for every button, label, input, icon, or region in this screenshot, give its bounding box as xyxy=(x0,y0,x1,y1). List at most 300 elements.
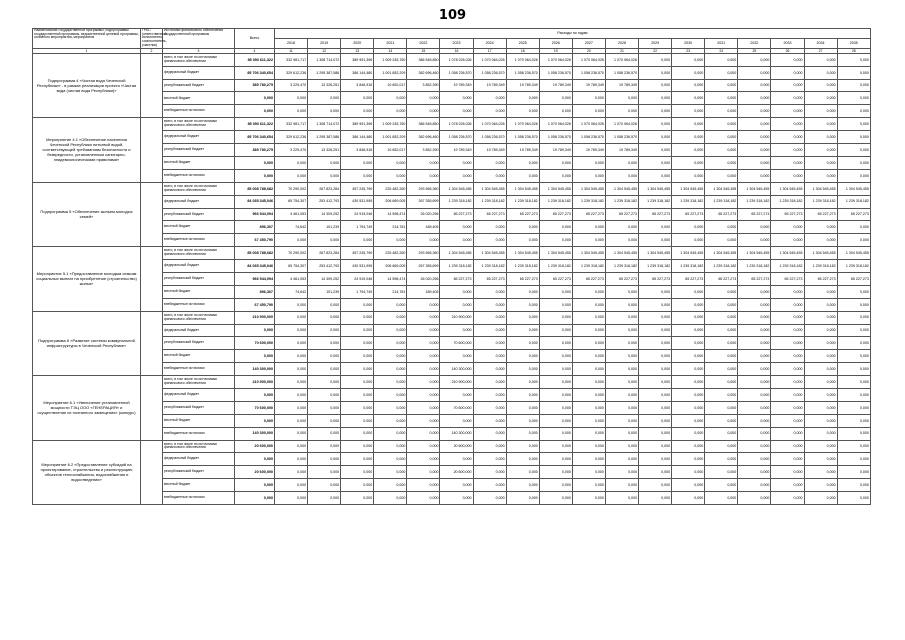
year-value-cell: 0,000 xyxy=(407,105,440,118)
total-cell: 0,000 xyxy=(235,324,275,337)
year-value-cell: 0,000 xyxy=(738,156,771,169)
year-value-cell: 0,000 xyxy=(440,169,473,182)
year-value-cell: 0,000 xyxy=(738,479,771,492)
year-value-cell: 0,000 xyxy=(738,324,771,337)
year-value-cell: 0,000 xyxy=(738,388,771,401)
year-value-cell: 1 304 545,455 xyxy=(473,247,506,260)
year-value-cell: 0,000 xyxy=(539,298,572,311)
year-value-cell: 0,000 xyxy=(605,363,638,376)
year-value-cell: 0,000 xyxy=(440,221,473,234)
year-value-cell: 0,000 xyxy=(473,324,506,337)
year-value-cell: 65 227,273 xyxy=(804,272,837,285)
year-value-cell: 0,000 xyxy=(539,350,572,363)
year-value-cell: 0,000 xyxy=(771,221,804,234)
year-value-cell: 0,000 xyxy=(738,92,771,105)
year-value-cell: 65 227,273 xyxy=(473,208,506,221)
year-value-cell: 0,000 xyxy=(738,66,771,79)
year-value-cell: 0,000 xyxy=(771,285,804,298)
year-value-cell: 0,000 xyxy=(341,92,374,105)
year-value-cell: 0,000 xyxy=(308,401,341,414)
total-cell: 85 706 340,654 xyxy=(235,66,275,79)
year-value-cell: 0,000 xyxy=(407,92,440,105)
column-number: 23 xyxy=(672,48,705,53)
year-value-cell: 0,000 xyxy=(506,324,539,337)
year-value-cell: 0,000 xyxy=(605,285,638,298)
year-value-cell: 0,000 xyxy=(837,234,870,247)
year-value-cell: 267 355,699 xyxy=(407,195,440,208)
year-value-cell: 0,000 xyxy=(804,118,837,131)
year-value-cell: 0,000 xyxy=(440,492,473,505)
year-value-cell: 0,000 xyxy=(407,169,440,182)
year-value-cell: 10 652,017 xyxy=(374,144,407,157)
year-value-cell: 19 789,349 xyxy=(605,79,638,92)
year-value-cell: 0,000 xyxy=(440,105,473,118)
year-value-cell: 0,000 xyxy=(341,376,374,389)
total-cell: 140 300,000 xyxy=(235,363,275,376)
year-value-cell: 0,000 xyxy=(308,156,341,169)
year-value-cell: 0,000 xyxy=(705,466,738,479)
year-value-cell: 0,000 xyxy=(506,453,539,466)
year-value-cell: 0,000 xyxy=(605,234,638,247)
year-value-cell: 0,000 xyxy=(539,285,572,298)
budget-table xyxy=(32,28,871,505)
year-value-cell: 1 070 064,026 xyxy=(605,118,638,131)
year-value-cell: 0,000 xyxy=(672,466,705,479)
year-value-cell: 0,000 xyxy=(605,311,638,324)
year-value-cell: 0,000 xyxy=(308,376,341,389)
year-value-cell: 3 229,470 xyxy=(275,144,308,157)
year-value-cell: 1 239 318,182 xyxy=(837,195,870,208)
source-cell: всего, в том числе по источникам финансового обеспечения xyxy=(163,118,235,131)
year-value-cell: 1 001 852,209 xyxy=(374,66,407,79)
year-value-cell: 65 227,273 xyxy=(738,208,771,221)
total-cell: 70 600,000 xyxy=(235,337,275,350)
year-value-cell: 0,000 xyxy=(275,427,308,440)
year-value-cell: 0,000 xyxy=(804,92,837,105)
source-cell: федеральный бюджет xyxy=(163,131,235,144)
year-value-cell: 0,000 xyxy=(771,324,804,337)
year-value-cell: 0,000 xyxy=(705,453,738,466)
year-value-cell: 0,000 xyxy=(341,466,374,479)
total-cell: 70 600,000 xyxy=(235,401,275,414)
year-value-cell: 0,000 xyxy=(639,363,672,376)
year-value-cell: 0,000 xyxy=(506,285,539,298)
year-value-cell: 0,000 xyxy=(473,156,506,169)
year-value-cell: 0,000 xyxy=(605,453,638,466)
year-value-cell: 0,000 xyxy=(771,234,804,247)
year-value-cell: 0,000 xyxy=(605,156,638,169)
year-value-cell: 0,000 xyxy=(275,311,308,324)
year-value-cell: 0,000 xyxy=(639,66,672,79)
total-cell: 140 300,000 xyxy=(235,427,275,440)
year-value-cell: 65 227,273 xyxy=(771,208,804,221)
year-value-cell: 0,000 xyxy=(572,376,605,389)
year-value-cell: 0,000 xyxy=(837,105,870,118)
total-cell: 0,000 xyxy=(235,414,275,427)
year-value-cell: 0,000 xyxy=(771,156,804,169)
year-value-cell: 0,000 xyxy=(341,105,374,118)
year-value-cell: 0,000 xyxy=(837,285,870,298)
year-value-cell: 0,000 xyxy=(572,492,605,505)
year-value-cell: 10 652,017 xyxy=(374,79,407,92)
year-value-cell: 0,000 xyxy=(275,298,308,311)
year-value-cell: 101,239 xyxy=(308,221,341,234)
year-value-cell: 0,000 xyxy=(705,169,738,182)
year-value-cell: 0,000 xyxy=(639,169,672,182)
year-value-cell: 0,000 xyxy=(341,479,374,492)
year-value-cell: 389 991,396 xyxy=(341,118,374,131)
year-value-cell: 3 846,916 xyxy=(341,79,374,92)
year-value-cell: 1 058 236,570 xyxy=(572,66,605,79)
year-value-cell: 4 461,053 xyxy=(275,208,308,221)
year-value-cell: 0,000 xyxy=(572,221,605,234)
year-value-cell: 140 300,000 xyxy=(440,363,473,376)
year-value-cell: 1 304 545,455 xyxy=(771,247,804,260)
year-value-cell: 0,000 xyxy=(506,337,539,350)
year-value-cell: 0,000 xyxy=(539,156,572,169)
year-value-cell: 0,000 xyxy=(407,363,440,376)
year-value-cell: 1 239 318,182 xyxy=(837,260,870,273)
year-value-cell: 0,000 xyxy=(771,105,804,118)
year-value-cell: 0,000 xyxy=(341,492,374,505)
year-value-cell: 0,000 xyxy=(374,479,407,492)
year-value-cell: 0,000 xyxy=(308,427,341,440)
header-sources: Источники финансового обеспечения государственной программы xyxy=(163,29,235,49)
year-value-cell: 1 239 318,182 xyxy=(771,260,804,273)
year-value-cell: 0,000 xyxy=(804,414,837,427)
column-number: 26 xyxy=(771,48,804,53)
year-value-cell: 293 565,360 xyxy=(407,182,440,195)
year-value-cell: 65 227,273 xyxy=(440,208,473,221)
year-value-cell: 0,000 xyxy=(804,298,837,311)
total-cell: 0,000 xyxy=(235,388,275,401)
year-value-cell: 1 304 545,455 xyxy=(639,247,672,260)
source-cell: федеральный бюджет xyxy=(163,453,235,466)
source-cell: местный бюджет xyxy=(163,414,235,427)
source-cell: всего, в том числе по источникам финансового обеспечения xyxy=(163,311,235,324)
program-name-cell: Мероприятие 5.1 «Предоставление молодым семьям социальных выплат на приобретение (строительство) жилья» xyxy=(33,247,141,311)
year-value-cell: 0,000 xyxy=(705,440,738,453)
year-value-cell: 0,000 xyxy=(506,221,539,234)
year-value-cell: 0,000 xyxy=(771,376,804,389)
year-value-cell: 0,000 xyxy=(738,79,771,92)
year-value-cell: 0,000 xyxy=(738,53,771,66)
source-cell: всего, в том числе по источникам финансового обеспечения xyxy=(163,376,235,389)
year-value-cell: 0,000 xyxy=(804,285,837,298)
year-value-cell: 0,000 xyxy=(639,337,672,350)
year-value-cell: 0,000 xyxy=(275,234,308,247)
year-value-cell: 0,000 xyxy=(572,479,605,492)
year-value-cell: 1 304 545,455 xyxy=(804,247,837,260)
year-value-cell: 1 304 545,455 xyxy=(440,182,473,195)
header-year: 2033 xyxy=(771,38,804,48)
total-cell: 85 008 788,682 xyxy=(235,247,275,260)
year-value-cell: 430 531,995 xyxy=(341,260,374,273)
total-cell: 0,000 xyxy=(235,105,275,118)
year-value-cell: 0,000 xyxy=(605,169,638,182)
year-value-cell: 0,000 xyxy=(804,66,837,79)
program-name-cell: Мероприятие 6.2 «Предоставление субсидий на проектирование, строительство и реконструкцию объектов теплоснабжения, водоснабжения и водоотведения» xyxy=(33,440,141,504)
year-value-cell: 65 227,273 xyxy=(572,208,605,221)
year-value-cell: 0,000 xyxy=(341,324,374,337)
year-value-cell: 0,000 xyxy=(804,363,837,376)
year-value-cell: 0,000 xyxy=(672,414,705,427)
total-cell: 84 035 345,046 xyxy=(235,260,275,273)
year-value-cell: 0,000 xyxy=(440,156,473,169)
year-value-cell: 253 412,793 xyxy=(308,260,341,273)
year-value-cell: 0,000 xyxy=(837,440,870,453)
year-value-cell: 1 304 545,455 xyxy=(672,247,705,260)
column-number: 4 xyxy=(235,48,275,53)
year-value-cell: 65 227,273 xyxy=(605,272,638,285)
year-value-cell: 65 754,307 xyxy=(275,260,308,273)
year-value-cell: 0,000 xyxy=(374,427,407,440)
year-value-cell: 0,000 xyxy=(374,105,407,118)
year-value-cell: 65 227,273 xyxy=(440,272,473,285)
year-value-cell: 1 304 545,455 xyxy=(639,182,672,195)
year-value-cell: 1 239 318,182 xyxy=(506,195,539,208)
year-value-cell: 1 239 318,182 xyxy=(705,260,738,273)
year-value-cell: 0,000 xyxy=(804,234,837,247)
year-value-cell: 0,000 xyxy=(341,169,374,182)
year-value-cell: 0,000 xyxy=(308,479,341,492)
year-value-cell: 0,000 xyxy=(639,53,672,66)
year-value-cell: 0,000 xyxy=(605,376,638,389)
header-grbs: ГРБС (ответственный исполнитель, соисполнитель, участник) xyxy=(142,28,167,47)
year-value-cell: 0,000 xyxy=(771,118,804,131)
year-value-cell: 0,000 xyxy=(407,427,440,440)
year-value-cell: 1 304 545,455 xyxy=(705,182,738,195)
year-value-cell: 0,000 xyxy=(738,311,771,324)
source-cell: всего, в том числе по источникам финансового обеспечения xyxy=(163,247,235,260)
year-value-cell: 329 612,236 xyxy=(275,131,308,144)
total-cell: 20 600,000 xyxy=(235,440,275,453)
year-value-cell: 13 326,251 xyxy=(308,144,341,157)
year-value-cell: 0,000 xyxy=(275,169,308,182)
year-value-cell: 0,000 xyxy=(837,453,870,466)
year-value-cell: 0,000 xyxy=(771,401,804,414)
source-cell: республиканский бюджет xyxy=(163,79,235,92)
year-value-cell: 332 981,717 xyxy=(275,53,308,66)
year-value-cell: 0,000 xyxy=(473,440,506,453)
year-value-cell: 1 308 714,072 xyxy=(308,118,341,131)
source-cell: федеральный бюджет xyxy=(163,324,235,337)
year-value-cell: 0,000 xyxy=(837,363,870,376)
year-value-cell: 0,000 xyxy=(605,105,638,118)
year-value-cell: 24 919,046 xyxy=(341,208,374,221)
year-value-cell: 0,000 xyxy=(771,363,804,376)
year-value-cell: 0,000 xyxy=(374,298,407,311)
header-year: 2034 xyxy=(804,38,837,48)
year-value-cell: 0,000 xyxy=(605,337,638,350)
year-value-cell: 4 461,053 xyxy=(275,272,308,285)
year-value-cell: 1 239 318,182 xyxy=(539,260,572,273)
year-value-cell: 0,000 xyxy=(705,311,738,324)
year-value-cell: 1 070 064,026 xyxy=(605,53,638,66)
year-value-cell: 0,000 xyxy=(440,388,473,401)
year-value-cell: 0,000 xyxy=(672,376,705,389)
year-value-cell: 457 245,790 xyxy=(341,247,374,260)
year-value-cell: 1 304 545,455 xyxy=(771,182,804,195)
year-value-cell: 65 227,273 xyxy=(837,208,870,221)
year-value-cell: 0,000 xyxy=(705,234,738,247)
year-value-cell: 0,000 xyxy=(605,324,638,337)
source-cell: местный бюджет xyxy=(163,479,235,492)
year-value-cell: 293 565,360 xyxy=(407,247,440,260)
year-value-cell: 0,000 xyxy=(341,350,374,363)
year-value-cell: 0,000 xyxy=(440,285,473,298)
year-value-cell: 0,000 xyxy=(738,453,771,466)
year-value-cell: 0,000 xyxy=(506,169,539,182)
year-value-cell: 0,000 xyxy=(440,234,473,247)
year-value-cell: 19 789,349 xyxy=(473,144,506,157)
year-value-cell: 3 229,470 xyxy=(275,79,308,92)
source-cell: республиканский бюджет xyxy=(163,337,235,350)
year-value-cell: 0,000 xyxy=(639,234,672,247)
grbs-cell xyxy=(141,376,163,440)
year-value-cell: 0,000 xyxy=(572,466,605,479)
year-value-cell: 0,000 xyxy=(738,169,771,182)
year-value-cell: 0,000 xyxy=(440,453,473,466)
year-value-cell: 0,000 xyxy=(275,363,308,376)
source-cell: федеральный бюджет xyxy=(163,195,235,208)
year-value-cell: 0,000 xyxy=(374,337,407,350)
year-value-cell: 1 308 714,072 xyxy=(308,53,341,66)
year-value-cell: 0,000 xyxy=(837,479,870,492)
year-value-cell: 0,000 xyxy=(341,427,374,440)
year-value-cell: 0,000 xyxy=(639,453,672,466)
year-value-cell: 3 852,390 xyxy=(407,79,440,92)
year-value-cell: 0,000 xyxy=(804,453,837,466)
year-value-cell: 1 239 318,182 xyxy=(738,260,771,273)
year-value-cell: 0,000 xyxy=(705,376,738,389)
year-value-cell: 1 058 236,570 xyxy=(506,66,539,79)
year-value-cell: 0,000 xyxy=(572,337,605,350)
year-value-cell: 0,000 xyxy=(506,105,539,118)
year-value-cell: 1 239 318,182 xyxy=(639,195,672,208)
total-cell: 210 900,000 xyxy=(235,311,275,324)
year-value-cell: 0,000 xyxy=(572,363,605,376)
year-value-cell: 0,000 xyxy=(771,388,804,401)
year-value-cell: 0,000 xyxy=(308,466,341,479)
source-cell: местный бюджет xyxy=(163,156,235,169)
source-cell: внебюджетные источники xyxy=(163,492,235,505)
column-number: 24 xyxy=(705,48,738,53)
year-value-cell: 0,000 xyxy=(506,350,539,363)
year-value-cell: 0,000 xyxy=(572,414,605,427)
year-value-cell: 0,000 xyxy=(771,492,804,505)
source-cell: республиканский бюджет xyxy=(163,466,235,479)
year-value-cell: 1 304 545,455 xyxy=(804,182,837,195)
year-value-cell: 0,000 xyxy=(605,427,638,440)
source-cell: местный бюджет xyxy=(163,285,235,298)
header-row-1 xyxy=(33,29,871,39)
year-value-cell: 0,000 xyxy=(804,131,837,144)
year-value-cell: 65 227,273 xyxy=(705,208,738,221)
year-value-cell: 0,000 xyxy=(407,440,440,453)
year-value-cell: 0,000 xyxy=(275,440,308,453)
header-year: 2026 xyxy=(539,38,572,48)
year-value-cell: 0,000 xyxy=(440,92,473,105)
year-value-cell: 0,000 xyxy=(407,350,440,363)
year-value-cell: 0,000 xyxy=(275,92,308,105)
year-value-cell: 0,000 xyxy=(440,414,473,427)
year-value-cell: 0,000 xyxy=(605,92,638,105)
total-cell: 0,000 xyxy=(235,453,275,466)
program-name-cell: Мероприятие 4.1 «Обеспечение населения Чеченской Республики питьевой водой, соответствующей требованиям безопасности и безвредности, установленным санитарно-эпидемиологическими правилами» xyxy=(33,118,141,182)
year-value-cell: 0,000 xyxy=(738,285,771,298)
year-value-cell: 0,000 xyxy=(374,363,407,376)
year-value-cell: 0,000 xyxy=(705,479,738,492)
year-value-cell: 0,000 xyxy=(705,363,738,376)
year-value-cell: 225 482,260 xyxy=(374,247,407,260)
year-value-cell: 0,000 xyxy=(639,298,672,311)
year-value-cell: 0,000 xyxy=(374,311,407,324)
total-cell: 210 900,000 xyxy=(235,376,275,389)
year-value-cell: 26 020,256 xyxy=(407,272,440,285)
year-value-cell: 0,000 xyxy=(705,92,738,105)
column-number: 11 xyxy=(275,48,308,53)
year-value-cell: 0,000 xyxy=(473,92,506,105)
year-value-cell: 19 789,349 xyxy=(506,79,539,92)
source-cell: всего, в том числе по источникам финансового обеспечения xyxy=(163,182,235,195)
year-value-cell: 19 789,349 xyxy=(539,144,572,157)
year-value-cell: 19 789,349 xyxy=(539,79,572,92)
year-value-cell: 0,000 xyxy=(672,324,705,337)
year-value-cell: 0,000 xyxy=(738,131,771,144)
year-value-cell: 0,000 xyxy=(275,401,308,414)
table-row xyxy=(33,182,871,195)
header-expenses-by-year: Расходы по годам xyxy=(275,29,871,39)
year-value-cell: 1 239 318,182 xyxy=(440,260,473,273)
year-value-cell: 386 144,480 xyxy=(341,131,374,144)
year-value-cell: 1 304 545,455 xyxy=(705,247,738,260)
year-value-cell: 0,000 xyxy=(738,337,771,350)
year-value-cell: 0,000 xyxy=(341,311,374,324)
year-value-cell: 0,000 xyxy=(738,363,771,376)
year-value-cell: 0,000 xyxy=(473,453,506,466)
year-value-cell: 1 304 545,455 xyxy=(473,182,506,195)
header-program-name: Наименование государственной программы, подпрограммы государственной программы, ведомственной целевой программы, основного мероприятия, мероприятия xyxy=(33,29,141,49)
year-value-cell: 0,000 xyxy=(672,337,705,350)
year-value-cell: 0,000 xyxy=(738,427,771,440)
column-number: 17 xyxy=(473,48,506,53)
year-value-cell: 0,000 xyxy=(738,414,771,427)
column-number: 13 xyxy=(341,48,374,53)
year-value-cell: 0,000 xyxy=(506,388,539,401)
year-value-cell: 1 304 545,455 xyxy=(506,182,539,195)
year-value-cell: 65 227,273 xyxy=(639,208,672,221)
year-value-cell: 0,000 xyxy=(506,479,539,492)
year-value-cell: 0,000 xyxy=(672,105,705,118)
year-value-cell: 0,000 xyxy=(837,337,870,350)
year-value-cell: 14 598,474 xyxy=(374,208,407,221)
program-name-cell: Подпрограмма 4 «Чистая вода Чеченской Республики» - в рамках реализации проекта «Чистая вода (чистая вода Республики)» xyxy=(33,53,141,117)
year-value-cell: 0,000 xyxy=(308,453,341,466)
year-value-cell: 0,000 xyxy=(837,144,870,157)
year-value-cell: 1 058 236,570 xyxy=(440,66,473,79)
year-value-cell: 0,000 xyxy=(705,144,738,157)
year-value-cell: 0,000 xyxy=(804,376,837,389)
header-year: 2018 xyxy=(275,38,308,48)
year-value-cell: 0,000 xyxy=(738,401,771,414)
year-value-cell: 0,000 xyxy=(473,285,506,298)
year-value-cell: 0,000 xyxy=(440,350,473,363)
grbs-cell xyxy=(141,182,163,246)
year-value-cell: 0,000 xyxy=(837,492,870,505)
year-value-cell: 206 669,005 xyxy=(374,195,407,208)
year-value-cell: 1 070 064,026 xyxy=(473,53,506,66)
